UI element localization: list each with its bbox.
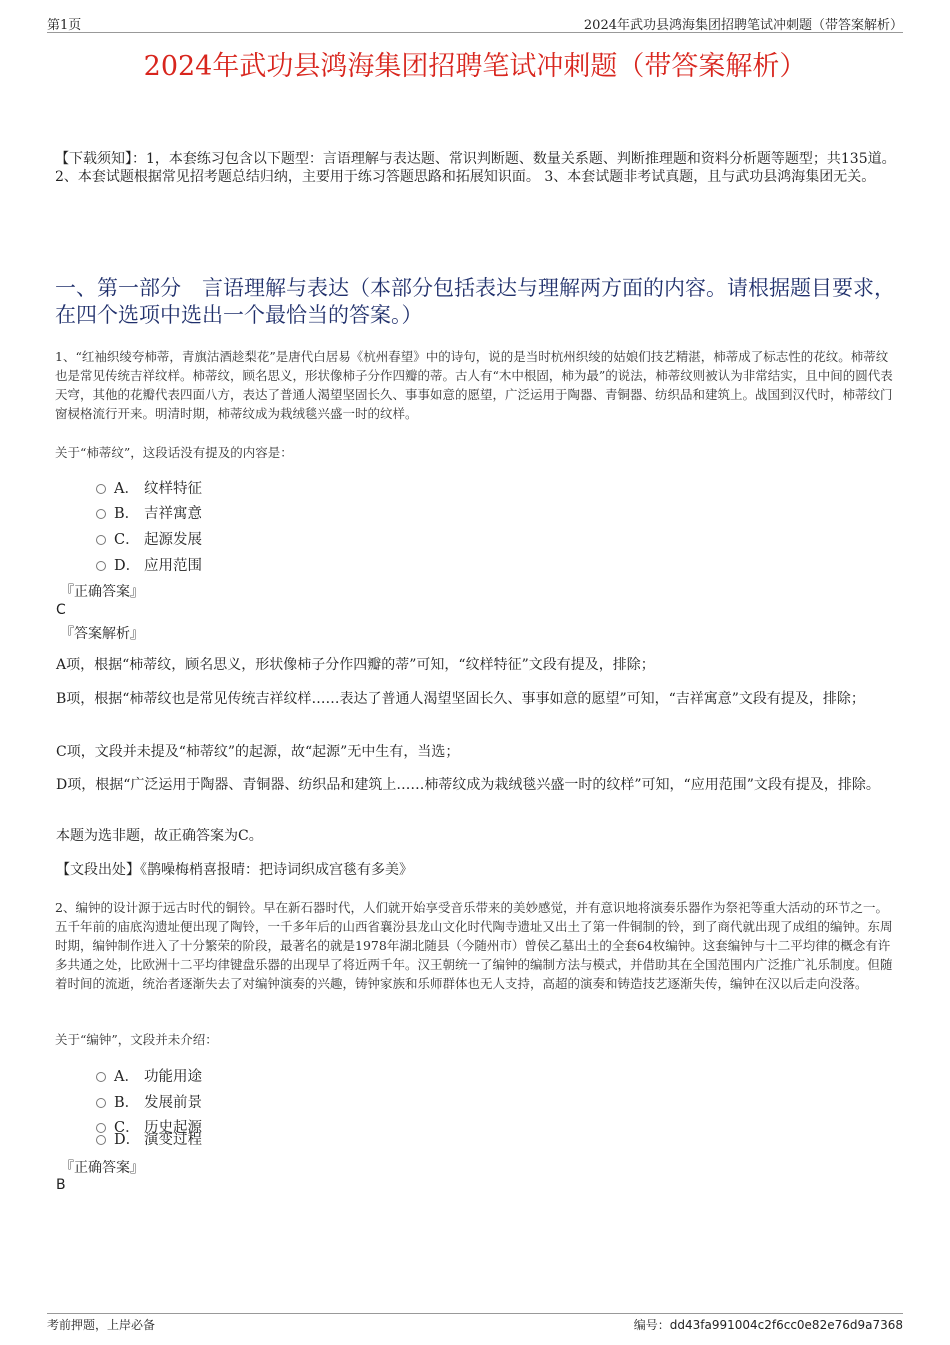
footer-slogan: 考前押题，上岸必备 xyxy=(47,1318,156,1332)
q2-answer-label: 『正确答案』 xyxy=(60,1160,144,1176)
q1-option-d[interactable]: D． 应用范围 xyxy=(96,554,202,575)
download-notice: 【下载须知】：1，本套练习包含以下题型：言语理解与表达题、常识判断题、数量关系题、判断推理题和资料分析题等题型；共135道。 2、本套试题根据常见招考题总结归纳，主要用于练习答题思路和拓展知识面。 3、本套试题非考试真题，且与武功县鸿海集团无关。 xyxy=(55,151,896,185)
q1-analysis-d: D项，根据“广泛运用于陶器、青铜器、纺织品和建筑上……柿蒂纹成为栽绒毯兴盛一时的纹样”可知，“应用范围”文段有提及，排除。 xyxy=(56,777,880,793)
q2-option-b[interactable]: B． 发展前景 xyxy=(96,1091,202,1112)
page-title: 2024年武功县鸿海集团招聘笔试冲刺题（带答案解析） xyxy=(143,51,807,82)
radio-icon[interactable] xyxy=(96,1098,106,1108)
radio-icon[interactable] xyxy=(96,484,106,494)
q2-option-d[interactable]: D． 演变过程 xyxy=(96,1128,202,1149)
q1-option-b[interactable]: B． 吉祥寓意 xyxy=(96,502,202,523)
q1-analysis-b: B项，根据“柿蒂纹也是常见传统吉祥纹样……表达了普通人渴望坚固长久、事事如意的愿望”可知，“吉祥寓意”文段有提及，排除； xyxy=(56,691,865,707)
q1-option-a[interactable]: A． 纹样特征 xyxy=(96,477,202,498)
q2-option-c[interactable]: C． 历史起源 xyxy=(96,1116,202,1137)
page-footer xyxy=(47,1313,903,1332)
radio-icon[interactable] xyxy=(96,509,106,519)
q2-answer: B xyxy=(56,1177,66,1193)
q1-question: 关于“柿蒂纹”，这段话没有提及的内容是： xyxy=(55,445,293,460)
page-header xyxy=(47,14,903,33)
radio-icon[interactable] xyxy=(96,535,106,545)
q1-answer: C xyxy=(56,602,66,618)
q1-analysis-label: 『答案解析』 xyxy=(60,626,144,642)
page-number: 第1页 xyxy=(47,18,82,33)
section-title: 一、第一部分 言语理解与表达（本部分包括表达与理解两方面的内容。请根据题目要求，在四个选项中选出一个最恰当的答案。） xyxy=(55,276,895,327)
radio-icon[interactable] xyxy=(96,1072,106,1082)
radio-icon[interactable] xyxy=(96,561,106,571)
q1-source: 【文段出处】《鹊噪梅梢喜报晴：把诗词织成宫毯有多美》 xyxy=(56,862,413,878)
footer-code: 编号：dd43fa991004c2f6cc0e82e76d9a7368 xyxy=(633,1318,903,1332)
header-doc-title: 2024年武功县鸿海集团招聘笔试冲刺题（带答案解析） xyxy=(583,18,903,33)
q2-passage: 2、编钟的设计源于远古时代的铜铃。早在新石器时代，人们就开始享受音乐带来的美妙感觉，并有意识地将演奏乐器作为祭祀等重大活动的环节之一。五千年前的庙底沟遗址便出现了陶铃，一千多年后的山西省襄汾县龙山文化时代陶寺遗址又出土了第一件铜制的铃，到了商代就出现了成组的编钟。东周时期，编钟制作进入了十分繁荣的阶段，最著名的就是1978年湖北随县（今随州市）曾侯乙墓出土的全套64枚编钟。这套编钟与十二平均律的概念有许多共通之处，比欧洲十二平均律键盘乐器的出现早了将近两千年。汉王朝统一了编钟的编制方法与模式，并借助其在全国范围内广泛推广礼乐制度。但随着时间的流逝，统治者逐渐失去了对编钟演奏的兴趣，铸钟家族和乐师群体也无人支持，高超的演奏和铸造技艺逐渐失传，编钟在汉以后走向没落。 xyxy=(55,900,893,991)
q1-passage: 1、“红袖织绫夸柿蒂，青旗沽酒趁梨花”是唐代白居易《杭州春望》中的诗句，说的是当时杭州织绫的姑娘们技艺精湛，柿蒂成了标志性的花纹。柿蒂纹也是常见传统吉祥纹样。柿蒂纹，顾名思义，形状像柿子分作四瓣的蒂。古人有“木中根固，柿为最”的说法，柿蒂纹则被认为非常结实，且中间的圆代表天穹，其他的花瓣代表四面八方，表达了普通人渴望坚固长久、事事如意的愿望，广泛运用于陶器、青铜器、纺织品和建筑上。战国到汉代时，柿蒂纹门窗棂格流行开来。明清时期，柿蒂纹成为栽绒毯兴盛一时的纹样。 xyxy=(55,349,893,421)
q1-conclusion: 本题为选非题，故正确答案为C。 xyxy=(56,828,263,844)
q1-answer-label: 『正确答案』 xyxy=(60,584,144,600)
q1-option-c[interactable]: C． 起源发展 xyxy=(96,528,202,549)
radio-icon[interactable] xyxy=(96,1135,106,1145)
q1-analysis-c: C项，文段并未提及“柿蒂纹”的起源，故“起源”无中生有，当选； xyxy=(56,744,460,760)
q2-question: 关于“编钟”，文段并未介绍： xyxy=(55,1032,218,1047)
q1-analysis-a: A项，根据“柿蒂纹，顾名思义，形状像柿子分作四瓣的蒂”可知，“纹样特征”文段有提及，排除； xyxy=(56,657,655,673)
q2-option-a[interactable]: A． 功能用途 xyxy=(96,1065,202,1086)
